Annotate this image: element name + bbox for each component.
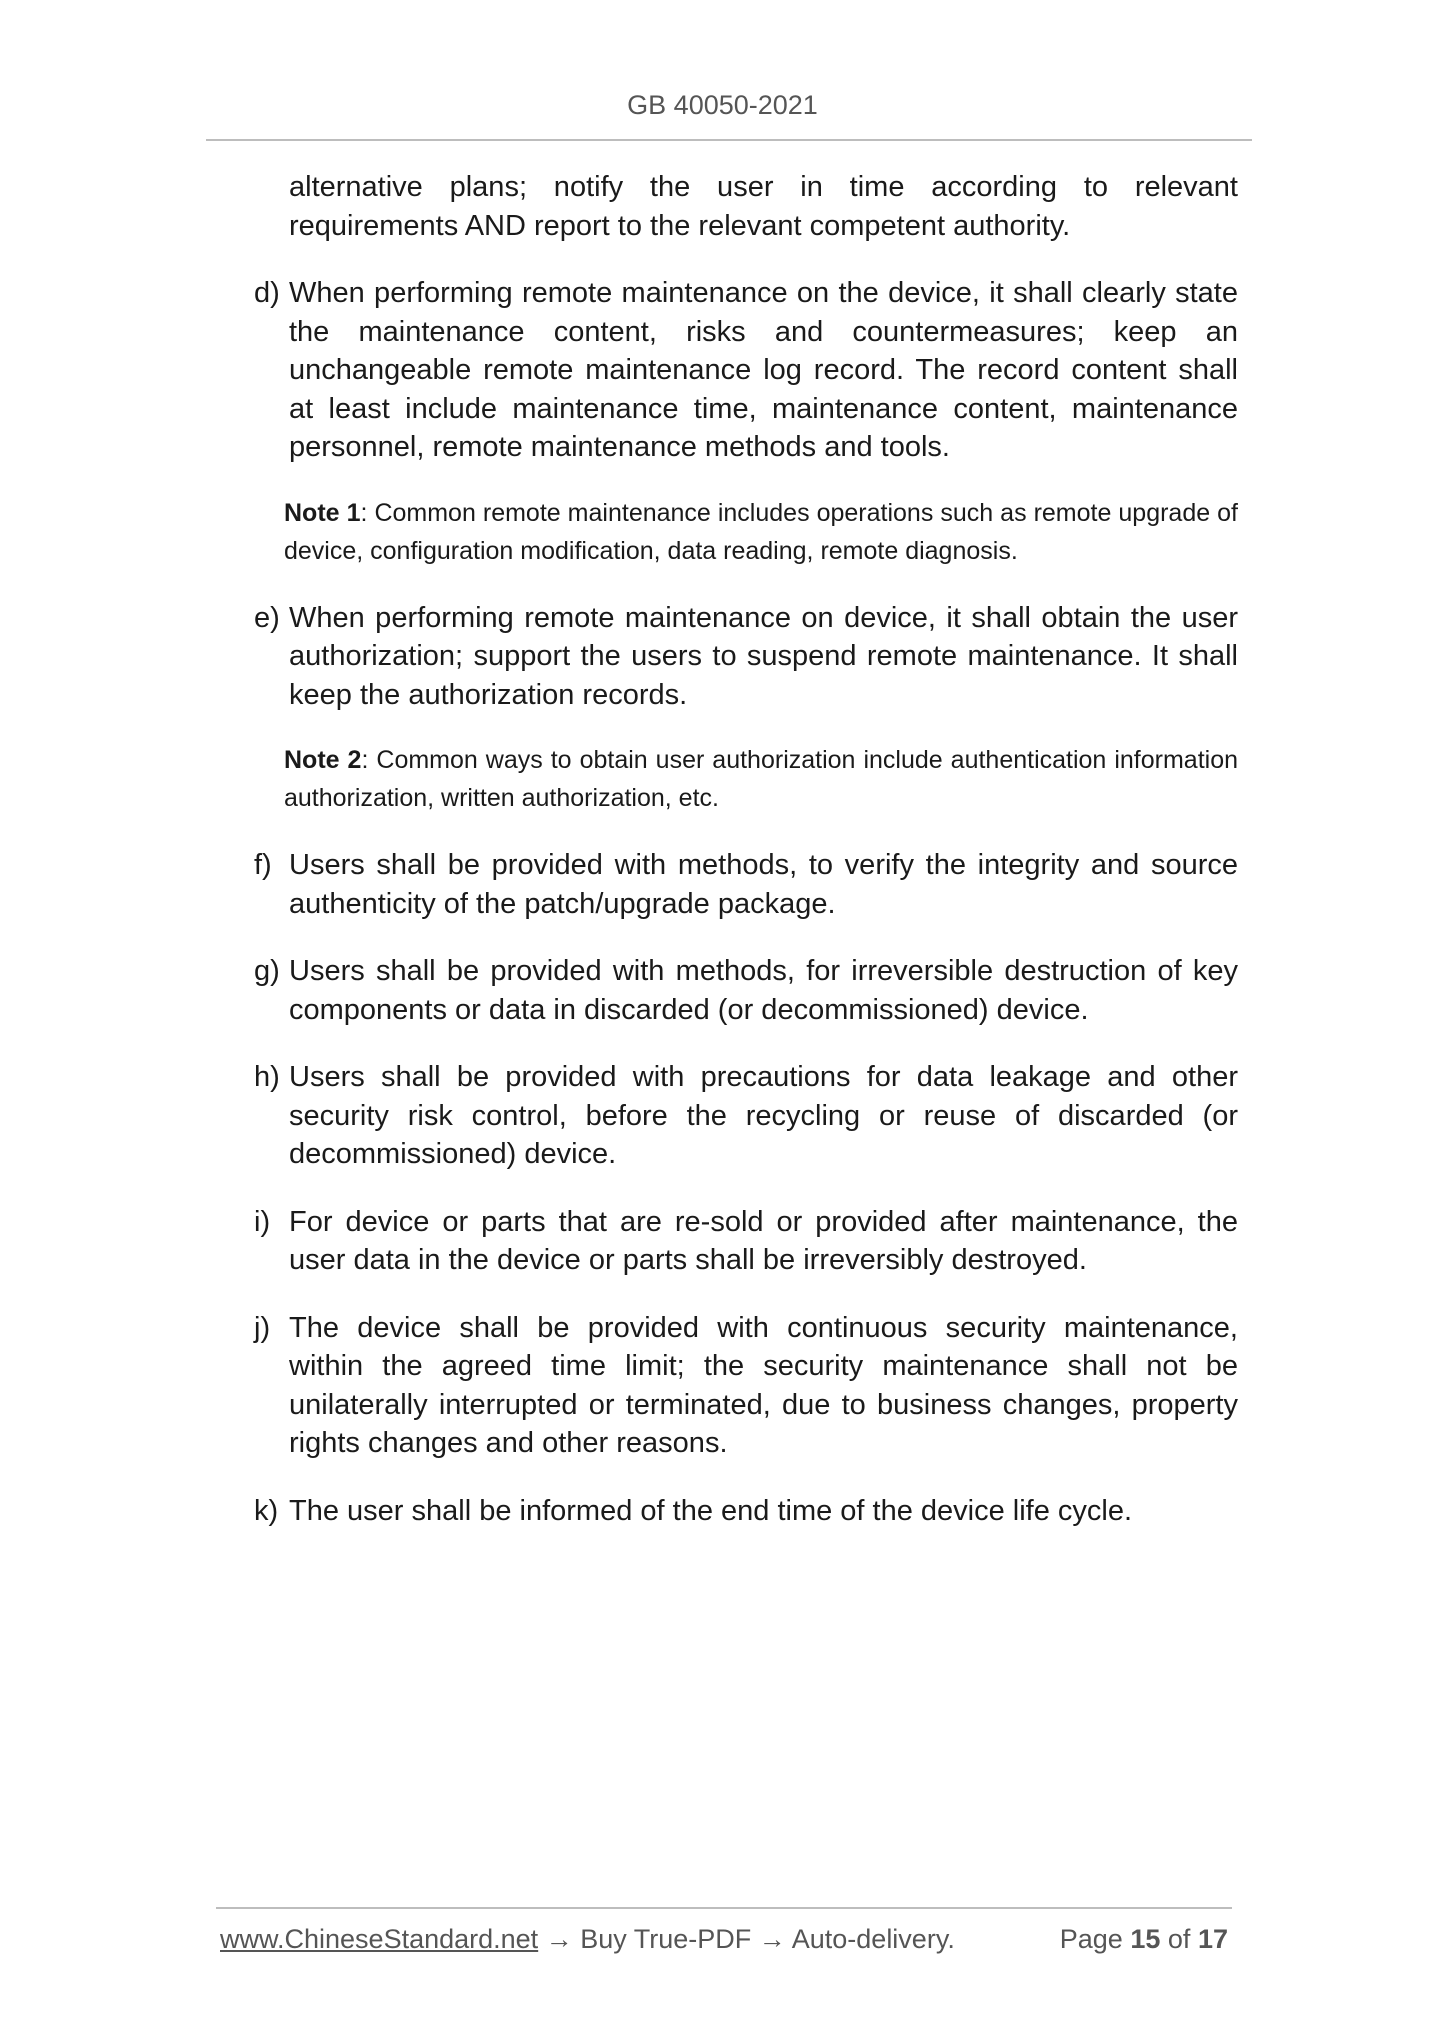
list-item-d <box>254 274 1238 467</box>
item-text: Users shall be provided with methods, for irreversible destruction of key components or data in discarded (or decommissioned) device. <box>289 955 1238 1026</box>
item-text: When performing remote maintenance on the device, it shall clearly state the maintenance content, risks and countermeasures; keep an unchangeable remote maintenance log record. The record content shall at least include maintenance time, maintenance content, maintenance personnel, remote maintenance methods and tools. <box>289 277 1238 463</box>
item-label: h) <box>254 1061 280 1093</box>
note-text: : Common remote maintenance includes operations such as remote upgrade of device, configuration modification, data reading, remote diagnosis. <box>284 498 1239 565</box>
list-item-k <box>254 1492 1238 1531</box>
item-label: i) <box>254 1205 271 1238</box>
item-label: j) <box>254 1311 271 1344</box>
item-label: d) <box>254 277 280 309</box>
page-footer <box>220 1924 1228 1955</box>
list-item-h <box>254 1058 1238 1174</box>
list-item-e <box>254 599 1238 715</box>
page-indicator <box>1060 1924 1228 1955</box>
header-divider <box>206 139 1252 141</box>
list-item-j <box>254 1309 1238 1463</box>
website-link[interactable]: www.ChineseStandard.net <box>220 1924 539 1954</box>
document-code-header: GB 40050-2021 <box>627 90 818 120</box>
list-item-i <box>254 1203 1238 1280</box>
page-current: 15 <box>1130 1924 1161 1954</box>
item-label: e) <box>254 601 280 634</box>
note-text: : Common ways to obtain user authorization include authentication information authorization, written authorization, etc. <box>284 746 1238 812</box>
note-2 <box>284 741 1238 817</box>
note-label: Note 2 <box>284 746 362 774</box>
item-text: Users shall be provided with precautions for data leakage and other security risk control, before the recycling or reuse of discarded (or decommissioned) device. <box>289 1061 1238 1170</box>
item-label: g) <box>254 955 280 987</box>
item-text: alternative plans; notify the user in time according to relevant requirements AND report to the relevant competent authority. <box>289 171 1238 242</box>
document-body <box>254 168 1238 1559</box>
list-item-f <box>254 846 1238 923</box>
item-text: Users shall be provided with methods, to verify the integrity and source authenticity of the patch/upgrade package. <box>289 849 1238 920</box>
footer-divider <box>216 1907 1232 1909</box>
item-text: For device or parts that are re-sold or provided after maintenance, the user data in the device or parts shall be irreversibly destroyed. <box>289 1205 1238 1276</box>
item-text: When performing remote maintenance on device, it shall obtain the user authorization; support the users to suspend remote maintenance. It shall keep the authorization records. <box>289 601 1238 711</box>
item-label: f) <box>254 849 272 881</box>
page-word: Page <box>1059 1924 1123 1954</box>
page-total: 17 <box>1197 1924 1228 1954</box>
note-1 <box>284 494 1238 570</box>
list-item-g <box>254 952 1238 1029</box>
page-of: of <box>1167 1924 1191 1954</box>
item-label: k) <box>254 1494 279 1527</box>
continued-item-c <box>254 168 1238 245</box>
note-label: Note 1 <box>284 498 361 527</box>
item-text: The device shall be provided with continuous security maintenance, within the agreed time limit; the security maintenance shall not be unilaterally interrupted or terminated, due to business changes, property rights changes and other reasons. <box>289 1311 1238 1459</box>
item-text: The user shall be informed of the end time of the device life cycle. <box>289 1494 1133 1527</box>
footer-promo <box>220 1924 955 1955</box>
footer-tagline: → Buy True-PDF → Auto-delivery. <box>538 1924 955 1954</box>
